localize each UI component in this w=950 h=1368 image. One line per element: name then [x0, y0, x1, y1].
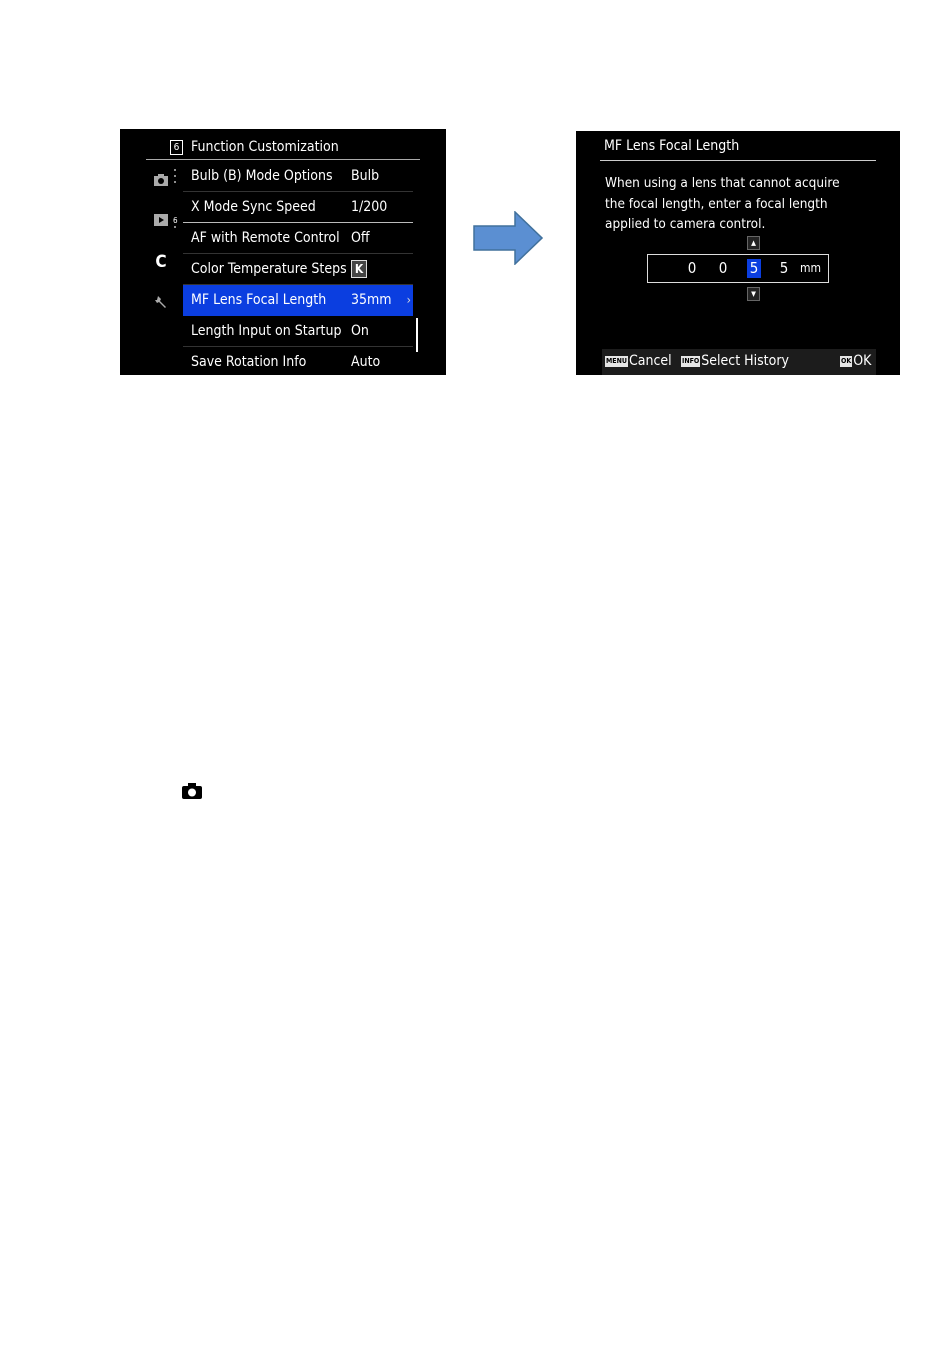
menu-item-value: Off [351, 230, 370, 246]
ok-button[interactable] [840, 353, 871, 369]
menu-item-value: On [351, 323, 369, 339]
chevron-right-icon: › [406, 293, 411, 307]
menu-item-label: Length Input on Startup [191, 323, 342, 339]
menu-header [170, 137, 339, 157]
wrench-icon[interactable] [153, 295, 169, 311]
camera-icon[interactable] [153, 173, 169, 189]
dialog-description: When using a lens that cannot acquire the focal length, enter a focal length applied to camera control. [605, 175, 840, 232]
ok-label: OK [853, 353, 872, 369]
page-dots-upper [174, 169, 177, 187]
decrement-arrow-icon[interactable]: ▼ [747, 287, 760, 301]
menu-item-color-temperature-steps[interactable] [183, 254, 413, 285]
menu-item-bulb-mode-options[interactable] [183, 161, 413, 192]
menu-item-value: 35mm [351, 292, 392, 308]
menu-item-value: Auto [351, 354, 381, 370]
dialog-title: MF Lens Focal Length [604, 138, 740, 154]
focal-length-input[interactable] [647, 254, 829, 283]
camera-icon [181, 782, 203, 800]
menu-list [183, 161, 413, 375]
header-divider [146, 159, 420, 160]
unit-label: mm [800, 261, 822, 275]
custom-c-icon[interactable]: C [155, 252, 167, 272]
menu-key-icon: MENU [606, 356, 627, 365]
title-divider [600, 160, 876, 161]
digit-tens[interactable]: 5 [747, 259, 761, 278]
info-key-icon: INFO [682, 356, 700, 365]
menu-item-label: X Mode Sync Speed [191, 199, 316, 215]
page-dots-lower [174, 226, 177, 232]
page-number-badge: 6 [170, 140, 183, 155]
cancel-label: Cancel [628, 353, 672, 369]
digit-ones[interactable]: 5 [779, 259, 789, 277]
camera-menu-screen [120, 129, 446, 375]
increment-arrow-icon[interactable]: ▲ [747, 236, 760, 250]
cancel-button[interactable] [605, 353, 672, 369]
digit-hundreds[interactable]: 0 [718, 259, 728, 277]
menu-item-value [351, 260, 367, 278]
menu-title: Function Customization [191, 139, 339, 155]
playback-icon[interactable] [153, 214, 169, 230]
menu-item-value: Bulb [351, 168, 380, 184]
menu-item-save-rotation-info[interactable] [183, 347, 413, 375]
menu-item-label: Color Temperature Steps [191, 261, 347, 277]
digit-thousands[interactable]: 0 [687, 259, 697, 277]
menu-item-mf-lens-focal-length[interactable] [183, 285, 413, 316]
menu-item-label: AF with Remote Control [191, 230, 340, 246]
select-history-button[interactable] [681, 353, 789, 369]
right-arrow-icon [473, 211, 543, 265]
menu-item-label: Bulb (B) Mode Options [191, 168, 333, 184]
kelvin-badge: K [351, 260, 367, 278]
scrollbar[interactable] [416, 318, 418, 352]
page-indicator: 6 [173, 216, 178, 225]
menu-item-label: MF Lens Focal Length [191, 292, 327, 308]
dialog-footer [602, 349, 876, 375]
menu-item-label: Save Rotation Info [191, 354, 307, 370]
menu-item-af-remote-control[interactable] [183, 223, 413, 254]
select-history-label: Select History [701, 353, 789, 369]
menu-item-value: 1/200 [351, 199, 388, 215]
menu-item-x-mode-sync-speed[interactable] [183, 192, 413, 223]
ok-key-icon: OK [841, 356, 852, 365]
focal-length-dialog [576, 131, 900, 375]
menu-item-length-input-startup[interactable] [183, 316, 413, 347]
